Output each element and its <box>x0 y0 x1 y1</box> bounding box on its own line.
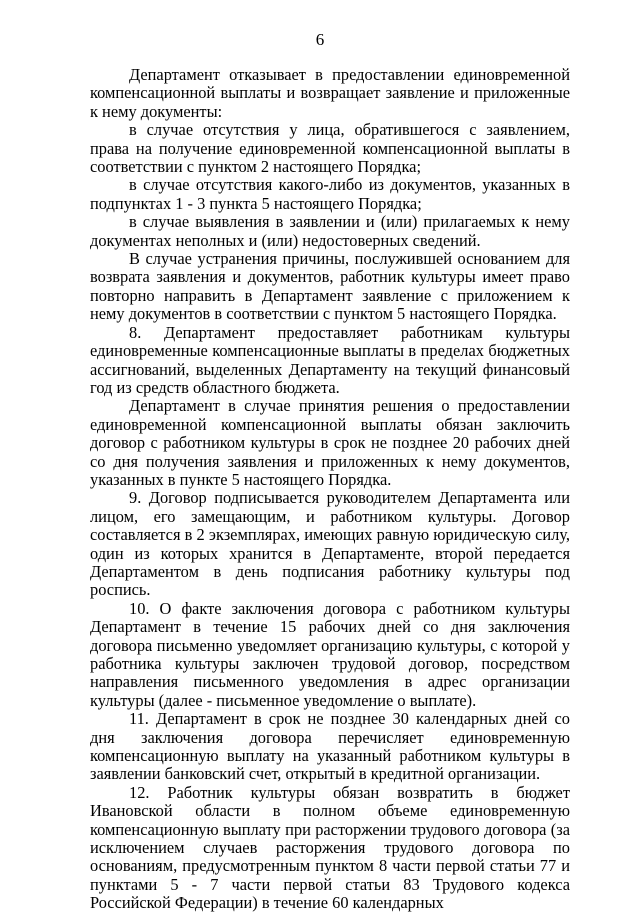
paragraph-contract-obligation: Департамент в случае принятия решения о предоставлении единовременной компенсационной выплаты обязан заключить договор с работником культуры в срок не позднее 20 рабочих дней со дня получения заявления и приложенных к нему документов, указанных в пункте 5 настоящего Порядка. <box>90 396 570 489</box>
paragraph-item-11: 11. Департамент в срок не позднее 30 календарных дней со дня заключения договора перечисляет единовременную компенсационную выплату на указанный работником культуры в заявлении банковский счет, открытый в кредитной организации. <box>90 709 570 784</box>
paragraph-refusal-missing-docs: в случае отсутствия какого-либо из документов, указанных в подпунктах 1 - 3 пункта 5 настоящего Порядка; <box>90 175 570 213</box>
paragraph-item-12: 12. Работник культуры обязан возвратить в бюджет Ивановской области в полном объеме единовременную компенсационную выплату при расторжении трудового договора (за исключением случаев расторжения трудового договора по основаниям, предусмотренным пунктом 8 части первой статьи 77 и пунктами 5 - 7 части первой статьи 83 Трудового кодекса Российской Федерации) в течение 60 календарных <box>90 782 570 913</box>
paragraph-item-9: 9. Договор подписывается руководителем Департамента или лицом, его замещающим, и работником культуры. Договор составляется в 2 экземплярах, имеющих равную юридическую силу, один из которых хранится в Департаменте, второй передается Департаментом в день подписания работнику культуры под роспись. <box>90 488 570 600</box>
page-number: 6 <box>315 30 325 49</box>
paragraph-item-10: 10. О факте заключения договора с работником культуры Департамент в течение 15 рабочих дней со дня заключения договора письменно уведомляет организацию культуры, с которой у работника культуры заключен трудовой договор, посредством направления письменного уведомления в адрес организации культуры (далее - письменное уведомление о выплате). <box>90 598 570 710</box>
paragraph-refusal-no-right: в случае отсутствия у лица, обратившегося с заявлением, права на получение единовременной компенсационной выплаты в соответствии с пунктом 2 настоящего Порядка; <box>90 120 570 177</box>
paragraph-refusal-false-info: в случае выявления в заявлении и (или) прилагаемых к нему документах неполных и (или) недостоверных сведений. <box>90 212 570 250</box>
paragraph-refusal-grounds: Департамент отказывает в предоставлении единовременной компенсационной выплаты и возвращает заявление и приложенные к нему документы: <box>90 65 570 121</box>
paragraph-item-8: 8. Департамент предоставляет работникам культуры единовременные компенсационные выплаты в пределах бюджетных ассигнований, выделенных Департаменту на текущий финансовый год из средств областного бюджета. <box>90 322 570 397</box>
paragraph-resubmission: В случае устранения причины, послужившей основанием для возврата заявления и документов, работник культуры имеет право повторно направить в Департамент заявление с приложением к нему документов в соответствии с пунктом 5 настоящего Порядка. <box>90 249 570 324</box>
document-body <box>90 66 570 913</box>
